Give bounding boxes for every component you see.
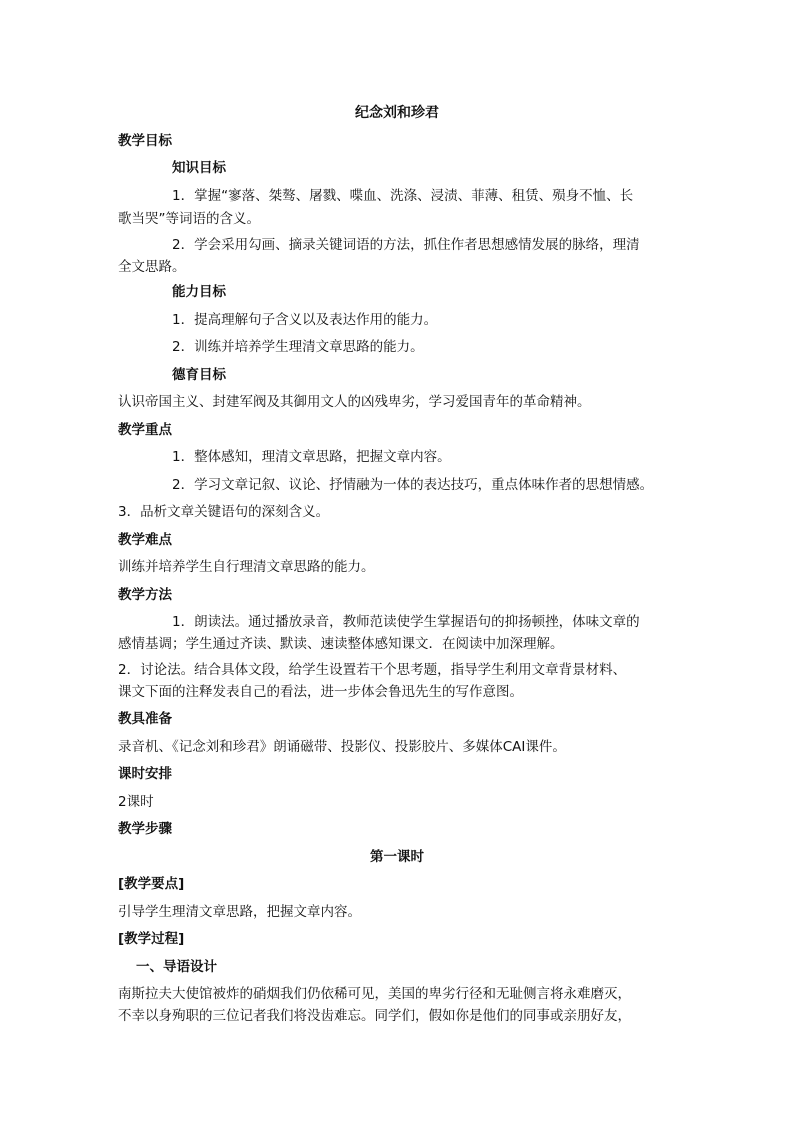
paragraph-line: 引导学生理清文章思路，把握文章内容。 xyxy=(118,904,361,920)
paragraph-line: 不幸以身殉职的三位记者我们将没齿难忘。同学们，假如你是他们的同事或亲朋好友， xyxy=(118,1008,631,1024)
paragraph-line: 1．提高理解句子含义以及表达作用的能力。 xyxy=(172,312,438,328)
step-one-heading: 一、导语设计 xyxy=(136,959,217,975)
paragraph-line: 认识帝国主义、封建军阀及其御用文人的凶残卑劣，学习爱国青年的革命精神。 xyxy=(118,394,591,410)
bracket-heading-points: [教学要点] xyxy=(118,876,185,892)
paragraph-line: 2．训练并培养学生理清文章思路的能力。 xyxy=(172,339,424,355)
bracket-heading-process: [教学过程] xyxy=(118,931,185,947)
paragraph-line: 录音机、《记念刘和珍君》朗诵磁带、投影仪、投影胶片、多媒体CAI课件。 xyxy=(118,739,566,755)
paragraph-line: 2课时 xyxy=(118,794,154,810)
paragraph-line: 全文思路。 xyxy=(118,259,186,275)
heading-lesson-schedule: 课时安排 xyxy=(118,766,172,782)
paragraph-line: 歌当哭”等词语的含义。 xyxy=(118,211,260,227)
paragraph-line: 1．掌握“寥落、桀骜、屠戮、喋血、洗涤、浸渍、菲薄、租赁、殒身不恤、长 xyxy=(172,188,634,204)
heading-teaching-difficulties: 教学难点 xyxy=(118,532,172,548)
paragraph-line: 南斯拉夫大使馆被炸的硝烟我们仍依稀可见，美国的卑劣行径和无耻侧言将永难磨灭， xyxy=(118,986,631,1002)
subheading-moral-goals: 德育目标 xyxy=(172,367,226,383)
subheading-ability-goals: 能力目标 xyxy=(172,284,226,300)
paragraph-line: 课文下面的注释发表自己的看法，进一步体会鲁迅先生的写作意图。 xyxy=(118,684,523,700)
subheading-knowledge-goals: 知识目标 xyxy=(172,160,226,176)
paragraph-line: 1．整体感知，理清文章思路，把握文章内容。 xyxy=(172,449,451,465)
heading-teaching-goals: 教学目标 xyxy=(118,133,172,149)
paragraph-line: 训练并培养学生自行理清文章思路的能力。 xyxy=(118,559,375,575)
paragraph-line: 感情基调；学生通过齐读、默读、速读整体感知课文．在阅读中加深理解。 xyxy=(118,636,564,652)
heading-teaching-tools: 教具准备 xyxy=(118,711,172,727)
paragraph-line: 1．朗读法。通过播放录音，教师范读使学生掌握语句的抑扬顿挫，体味文章的 xyxy=(172,614,640,630)
heading-teaching-steps: 教学步骤 xyxy=(118,821,172,837)
lesson-one-heading: 第一课时 xyxy=(370,849,424,865)
document-title: 纪念刘和珍君 xyxy=(355,105,439,121)
paragraph-line: 3．品析文章关键语句的深刻含义。 xyxy=(118,504,330,520)
heading-teaching-methods: 教学方法 xyxy=(118,587,172,603)
heading-teaching-key-points: 教学重点 xyxy=(118,422,172,438)
paragraph-line: 2．讨论法。结合具体文段，给学生设置若干个思考题，指导学生利用文章背景材料、 xyxy=(118,662,627,678)
paragraph-line: 2．学习文章记叙、议论、抒情融为一体的表达技巧，重点体味作者的思想情感。 xyxy=(172,477,654,493)
paragraph-line: 2．学会采用勾画、摘录关键词语的方法，抓住作者思想感情发展的脉络，理清 xyxy=(172,237,640,253)
